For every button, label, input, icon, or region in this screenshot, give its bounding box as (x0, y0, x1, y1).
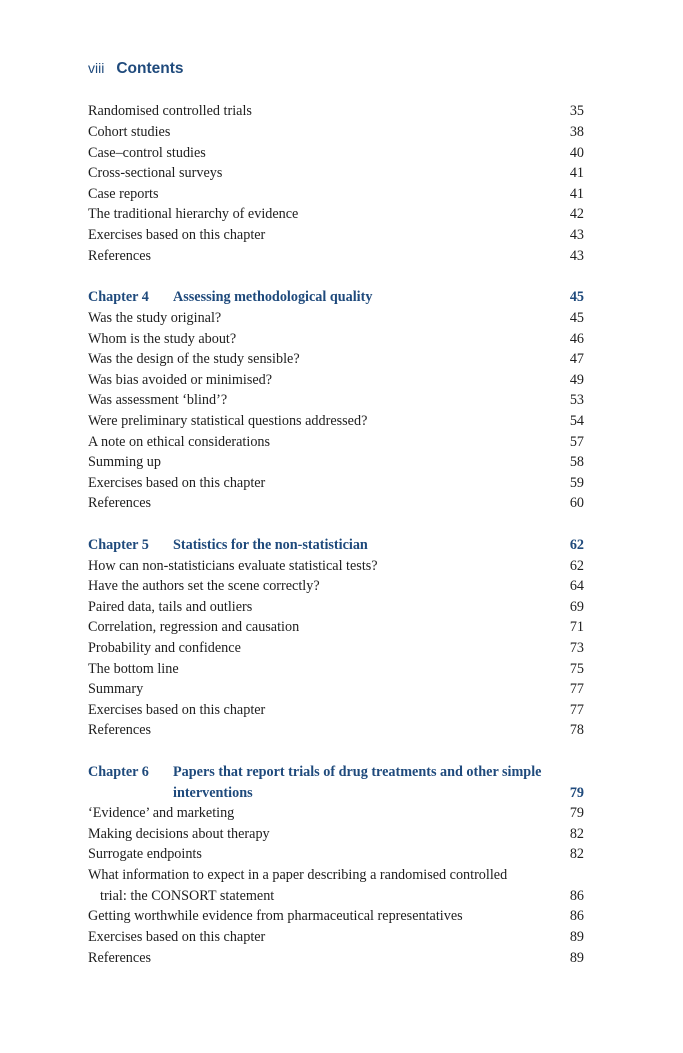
entry-title: Paired data, tails and outliers (88, 599, 253, 615)
page-number: 60 (569, 495, 584, 511)
page-number: 89 (569, 950, 584, 966)
toc-entry (88, 722, 584, 743)
page-number: 57 (569, 434, 584, 450)
page-number: viii (88, 60, 105, 76)
page-number: 35 (569, 103, 584, 119)
entry-title: Case–control studies (88, 145, 206, 161)
page-number: 79 (569, 785, 584, 801)
entry-title: Were preliminary statistical questions addressed? (88, 413, 368, 429)
toc-entry (88, 145, 584, 166)
toc-entry (88, 475, 584, 496)
entry-title: What information to expect in a paper describing a randomised controlled (88, 867, 508, 883)
toc-entry (88, 454, 584, 475)
page-number: 62 (569, 558, 584, 574)
toc-entry (88, 165, 584, 186)
chapter-label: Chapter 5 (88, 537, 149, 553)
toc-entry (88, 413, 584, 434)
entry-title: The traditional hierarchy of evidence (88, 206, 299, 222)
page-number: 42 (569, 206, 584, 222)
entry-title: Surrogate endpoints (88, 846, 202, 862)
entry-title: Exercises based on this chapter (88, 929, 266, 945)
page-number: 89 (569, 929, 584, 945)
page-number: 38 (569, 124, 584, 140)
toc-entry (88, 950, 584, 971)
page-number: 59 (569, 475, 584, 491)
chapter-heading (88, 537, 584, 558)
chapter-heading (88, 289, 584, 310)
page-number: 54 (569, 413, 584, 429)
toc-entry (88, 681, 584, 702)
entry-title: Summary (88, 681, 144, 697)
entry-title: Exercises based on this chapter (88, 702, 266, 718)
page-number: 40 (569, 145, 584, 161)
toc-entry (88, 206, 584, 227)
entry-title: References (88, 248, 152, 264)
page-number: 45 (569, 310, 584, 326)
entry-title: Was bias avoided or minimised? (88, 372, 273, 388)
entry-title: Have the authors set the scene correctly? (88, 578, 320, 594)
toc-entry (88, 124, 584, 145)
entry-title: References (88, 950, 152, 966)
page-number: 69 (569, 599, 584, 615)
toc-entry (88, 495, 584, 516)
toc-entry (88, 372, 584, 393)
entry-title: References (88, 722, 152, 738)
page-number: 41 (569, 186, 584, 202)
page-title: Contents (116, 60, 184, 77)
page-number: 46 (569, 331, 584, 347)
toc-entry (88, 103, 584, 124)
page-number: 45 (569, 289, 584, 305)
chapter-title: Assessing methodological quality (173, 289, 373, 305)
entry-title: Exercises based on this chapter (88, 227, 266, 243)
page-number: 78 (569, 722, 584, 738)
entry-title: The bottom line (88, 661, 179, 677)
page-number: 58 (569, 454, 584, 470)
entry-title: Case reports (88, 186, 159, 202)
entry-title: Probability and confidence (88, 640, 241, 656)
toc-entry (88, 186, 584, 207)
chapter-title: Statistics for the non-statistician (173, 537, 368, 553)
entry-title-continued: trial: the CONSORT statement (100, 888, 275, 904)
entry-title: ‘Evidence’ and marketing (88, 805, 235, 821)
toc-entry (88, 351, 584, 372)
page-number: 79 (569, 805, 584, 821)
page-number: 82 (569, 846, 584, 862)
entry-title: Cohort studies (88, 124, 171, 140)
entry-title: Getting worthwhile evidence from pharmaceutical representatives (88, 908, 463, 924)
page-number: 47 (569, 351, 584, 367)
toc-entry (88, 331, 584, 352)
page-number: 71 (569, 619, 584, 635)
page-number: 86 (569, 908, 584, 924)
toc-entry (88, 558, 584, 579)
page-number: 82 (569, 826, 584, 842)
toc-entry (88, 578, 584, 599)
entry-title: Correlation, regression and causation (88, 619, 300, 635)
entry-title: Making decisions about therapy (88, 826, 270, 842)
entry-title: Whom is the study about? (88, 331, 237, 347)
page-header (88, 60, 184, 82)
page-number: 43 (569, 227, 584, 243)
entry-title: References (88, 495, 152, 511)
chapter-title: Papers that report trials of drug treatments and other simple (173, 764, 542, 780)
page-number: 73 (569, 640, 584, 656)
chapter-title-continued: interventions (173, 785, 253, 801)
page-number: 77 (569, 681, 584, 697)
page-number: 53 (569, 392, 584, 408)
chapter-heading (88, 764, 584, 806)
page-number: 86 (569, 888, 584, 904)
toc-entry (88, 227, 584, 248)
entry-title: Was assessment ‘blind’? (88, 392, 228, 408)
toc-entry (88, 805, 584, 826)
entry-title: Cross-sectional surveys (88, 165, 223, 181)
chapter-label: Chapter 6 (88, 764, 149, 780)
entry-title: Was the study original? (88, 310, 222, 326)
toc-entry (88, 310, 584, 331)
toc-entry (88, 867, 584, 909)
page-number: 64 (569, 578, 584, 594)
entry-title: A note on ethical considerations (88, 434, 271, 450)
entry-title: Randomised controlled trials (88, 103, 252, 119)
toc-entry (88, 599, 584, 620)
page-number: 62 (569, 537, 584, 553)
page-number: 75 (569, 661, 584, 677)
entry-title: Was the design of the study sensible? (88, 351, 300, 367)
toc-entry (88, 661, 584, 682)
toc-entry (88, 392, 584, 413)
toc-entry (88, 434, 584, 455)
toc-entry (88, 248, 584, 269)
toc-entry (88, 908, 584, 929)
entry-title: How can non-statisticians evaluate statistical tests? (88, 558, 378, 574)
page-number: 43 (569, 248, 584, 264)
page-number: 49 (569, 372, 584, 388)
toc-entry (88, 640, 584, 661)
toc-entry (88, 702, 584, 723)
toc-entry (88, 826, 584, 847)
chapter-label: Chapter 4 (88, 289, 149, 305)
toc-entry (88, 846, 584, 867)
page-number: 41 (569, 165, 584, 181)
entry-title: Summing up (88, 454, 161, 470)
toc-entry (88, 619, 584, 640)
entry-title: Exercises based on this chapter (88, 475, 266, 491)
page-number: 77 (569, 702, 584, 718)
toc-entry (88, 929, 584, 950)
